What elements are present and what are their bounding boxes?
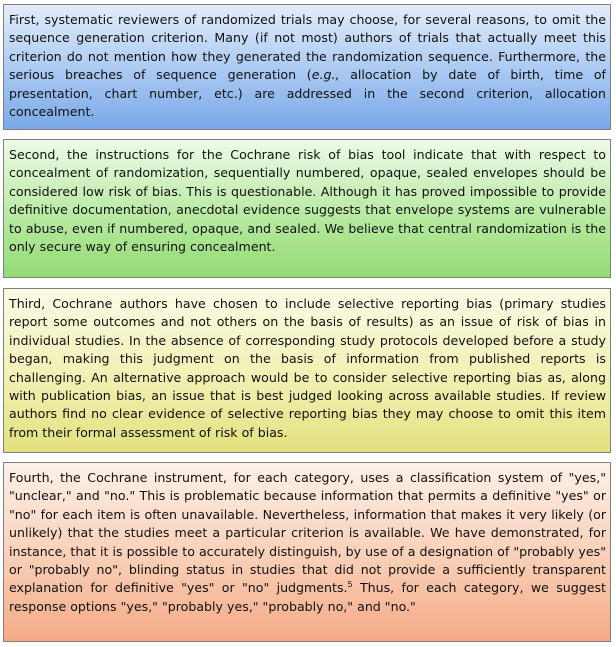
panel-selective-reporting: [3, 288, 611, 453]
reference-superscript: 5: [347, 580, 353, 590]
panel-text-italic: e.g.,: [311, 67, 340, 83]
panel-text: Second, the instructions for the Cochrane risk of bias tool indicate that with respect to concealment of randomization, sequentially numbered, opaque, sealed envelopes should be considered low risk of bias. This is questionable. Although it has proved impossible to provide definitive documentation, anecdotal evidence suggests that envelope systems are vulnerable to abuse, even if numbered, opaque, and sealed. We believe that central randomization is the only secure way of ensuring concealment.: [9, 147, 606, 255]
panel-classification-system: [3, 462, 611, 642]
panel-text-part: Fourth, the Cochrane instrument, for each category, uses a classification system of "yes," "unclear," and "no." This is problematic because information that permits a definitive "yes" or "no" for each item is often unavailable. Nevertheless, information that makes it very likely (or unlikely) that the studies meet a particular criterion is available. We have demonstrated, for instance, that it is possible to accurately distinguish, by use of a designation of "probably yes" or "probably no", blinding status in studies that did not provide a sufficiently transparent explanation for definitive "yes" or "no" judgments.: [9, 470, 606, 596]
panel-text-part: First, systematic reviewers of randomized trials may choose, for several reasons, to omit the sequence generation criterion. Many (if not most) authors of trials that actually meet this criterion do not mention how they generated the randomization sequence. Furthermore, the serious breaches of sequence generation (: [9, 12, 606, 83]
panel-text-part: allocation by date of birth, time of presentation, chart number, etc.) are addressed in the second criterion, allocation concealment.: [9, 67, 606, 120]
panel-text-part: Thus, for each category, we suggest response options "yes," "probably yes," "probably no," and "no.": [9, 580, 606, 614]
panel-text: [9, 11, 606, 121]
panel-sequence-generation: [3, 4, 611, 130]
panel-text: [9, 469, 606, 616]
panel-text: Third, Cochrane authors have chosen to include selective reporting bias (primary studies report some outcomes and not others on the basis of results) as an issue of risk of bias in individual studies. In the absence of corresponding study protocols developed before a study began, making this judgment on the basis of information from published reports is challenging. An alternative approach would be to consider selective reporting bias as, along with publication bias, an issue that is best judged looking across available studies. If review authors find no clear evidence of selective reporting bias they may choose to omit this item from their formal assessment of risk of bias.: [9, 296, 606, 440]
panel-allocation-concealment: [3, 139, 611, 278]
